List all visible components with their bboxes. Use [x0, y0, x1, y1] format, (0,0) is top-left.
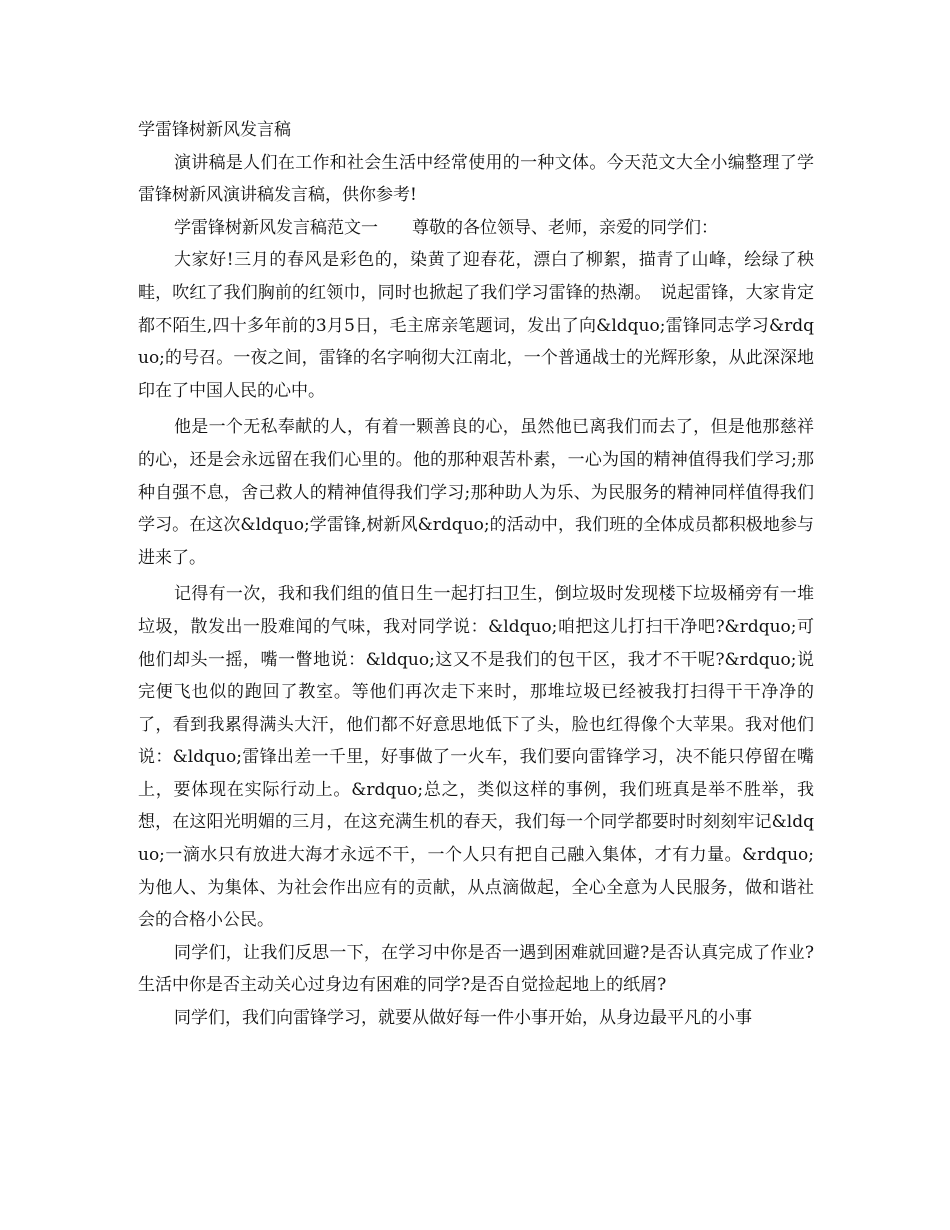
paragraph-story: 记得有一次，我和我们组的值日生一起打扫卫生，倒垃圾时发现楼下垃圾桶旁有一堆垃圾，散发出一股难闻的气味，我对同学说：&ldquo;咱把这儿打扫干净吧?&rdquo;可他们却头一摇，嘴一瞥地说：&ldquo;这又不是我们的包干区，我才不干呢?&rdquo;说完便飞也似的跑回了教室。等他们再次走下来时，那堆垃圾已经被我打扫得干干净净的了，看到我累得满头大汗，他们都不好意思地低下了头，脸也红得像个大苹果。我对他们说：&ldquo;雷锋出差一千里，好事做了一火车，我们要向雷锋学习，决不能只停留在嘴上，要体现在实际行动上。&rdquo;总之，类似这样的事例，我们班真是举不胜举，我想，在这阳光明媚的三月，在这充满生机的春天，我们每一个同学都要时时刻刻牢记&ldquo;一滴水只有放进大海才永远不干，一个人只有把自己融入集体，才有力量。&rdquo;为他人、为集体、为社会作出应有的贡献，从点滴做起，全心全意为人民服务，做和谐社会的合格小公民。	[138, 584, 814, 931]
paragraph-closing: 同学们，我们向雷锋学习，就要从做好每一件小事开始，从身边最平凡的小事	[174, 1008, 752, 1029]
paragraph-intro: 演讲稿是人们在工作和社会生活中经常使用的一种文体。今天范文大全小编整理了学雷锋树新风演讲稿发言稿，供你参考!	[138, 152, 814, 206]
paragraph-selfless: 他是一个无私奉献的人，有着一颗善良的心，虽然他已离我们而去了，但是他那慈祥的心，还是会永远留在我们心里的。他的那种艰苦朴素，一心为国的精神值得我们学习;那种自强不息，舍己救人的精神值得我们学习;那种助人为乐、为民服务的精神同样值得我们学习。在这次&ldquo;学雷锋,树新风&rdquo;的活动中，我们班的全体成员都积极地参与进来了。	[138, 417, 814, 568]
document-title: 学雷锋树新风发言稿	[138, 120, 291, 140]
paragraph-salutation: 学雷锋树新风发言稿范文一 尊敬的各位领导、老师，亲爱的同学们：	[174, 217, 718, 238]
paragraph-reflection: 同学们，让我们反思一下，在学习中你是否一遇到困难就回避?是否认真完成了作业?生活中你是否主动关心过身边有困难的同学?是否自觉捡起地上的纸屑?	[138, 942, 814, 996]
paragraph-greeting: 大家好!三月的春风是彩色的，染黄了迎春花，漂白了柳絮，描青了山峰，绘绿了秧畦，吹红了我们胸前的红领巾，同时也掀起了我们学习雷锋的热潮。 说起雷锋，大家肯定都不陌生,四十多年前的3月5日，毛主席亲笔题词，发出了向&ldquo;雷锋同志学习&rdquo;的号召。一夜之间，雷锋的名字响彻大江南北，一个普通战士的光辉形象，从此深深地印在了中国人民的心中。	[138, 250, 814, 401]
document-body	[138, 114, 814, 1035]
